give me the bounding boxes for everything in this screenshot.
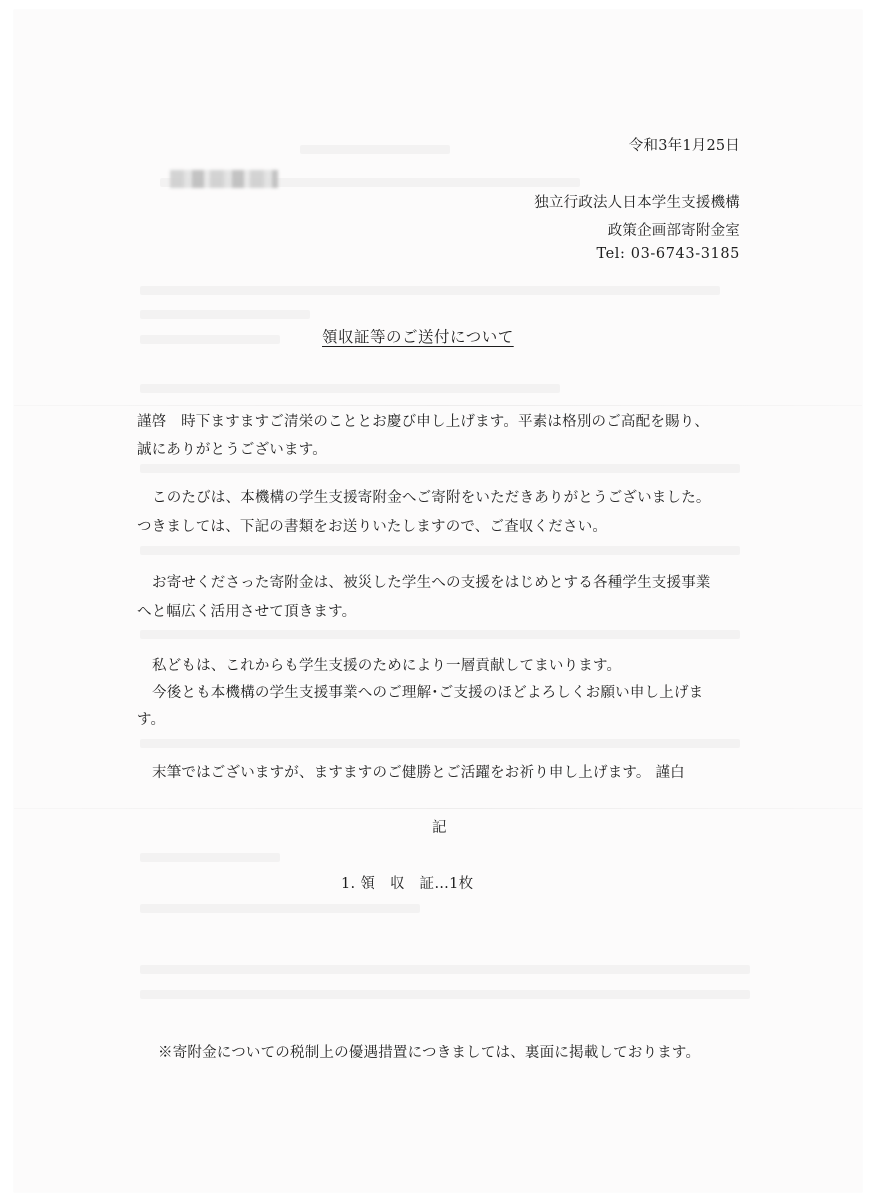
body-paragraph-line: つきましては、下記の書類をお送りいたしますので、ご査収ください。 [137,519,608,535]
show-through-mark [140,384,560,393]
show-through-mark [140,739,740,748]
body-paragraph-line: 今後とも本機構の学生支援事業へのご理解･ご支援のほどよろしくお願い申し上げま [152,685,704,701]
letter-title: 領収証等のご送付について [322,328,514,346]
sender-phone: Tel: 03-6743-3185 [596,246,740,262]
show-through-mark [140,546,740,555]
letter-date: 令和3年1月25日 [628,138,740,154]
enclosure-item: 1. 領 収 証…1枚 [341,876,474,892]
body-paragraph-line: 謹啓 時下ますますご清栄のこととお慶び申し上げます。平素は格別のご高配を賜り、 [137,414,710,430]
footer-note: ※寄附金についての税制上の優遇措置につきましては、裏面に掲載しております。 [158,1045,701,1061]
closing-line: 末筆ではございますが、ますますのご健勝とご活躍をお祈り申し上げます。 謹白 [152,765,685,781]
show-through-mark [140,310,310,319]
paper-fold-line [14,405,862,406]
show-through-mark [140,904,420,913]
show-through-mark [140,990,750,999]
redacted-recipient-name [170,170,278,188]
sender-department: 政策企画部寄附金室 [607,223,740,239]
body-paragraph-line: お寄せくださった寄附金は、被災した学生への支援をはじめとする各種学生支援事業 [152,575,711,591]
letter-paper [14,10,862,1192]
show-through-mark [140,464,740,473]
show-through-mark [140,286,720,295]
body-paragraph-line: へと幅広く活用させて頂きます。 [137,604,357,620]
show-through-mark [140,965,750,974]
show-through-mark [140,630,740,639]
body-paragraph-line: 私どもは、これからも学生支援のためにより一層貢献してまいります。 [152,658,622,674]
body-paragraph-line: このたびは、本機構の学生支援寄附金へご寄附をいただきありがとうございました。 [152,490,711,506]
show-through-mark [140,853,280,862]
paper-fold-line [14,808,862,809]
body-paragraph-line: す。 [137,712,166,728]
enclosure-heading: 記 [432,820,447,836]
show-through-mark [140,335,280,344]
show-through-mark [300,145,450,154]
body-paragraph-line: 誠にありがとうございます。 [137,442,327,458]
sender-organization: 独立行政法人日本学生支援機構 [534,195,740,211]
